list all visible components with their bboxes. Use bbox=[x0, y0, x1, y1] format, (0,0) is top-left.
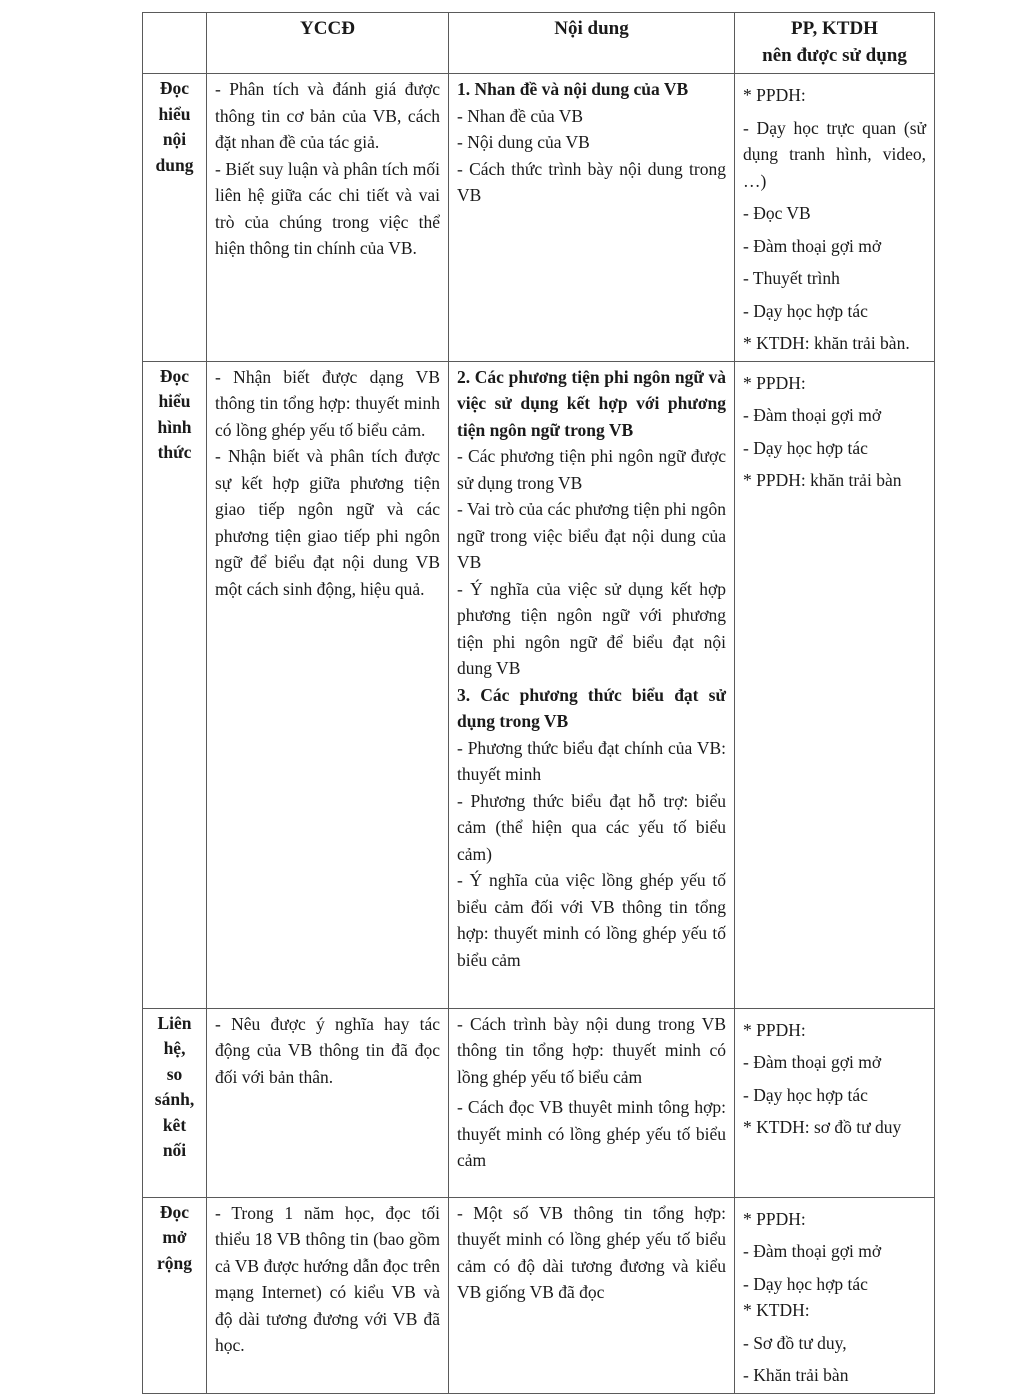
noi-dung-item: - Nhan đề của VB bbox=[457, 105, 584, 126]
yccd-item: - Biết suy luận và phân tích mối liên hệ giữa các chi tiết và vai trò của chúng trong việc thể hiện thông tin chính của VB. bbox=[215, 158, 440, 258]
yccd-cell bbox=[207, 74, 449, 362]
noi-dung-item: - Nội dung của VB bbox=[457, 132, 590, 152]
yccd-item: - Nhận biết và phân tích được sự kết hợp giữa phương tiện giao tiếp ngôn ngữ và các phương tiện giao tiếp phi ngôn ngữ để biểu đạt nội dung VB một cách sinh động, hiệu quả. bbox=[215, 446, 440, 599]
method-item: - Đàm thoại gợi mở bbox=[743, 1241, 882, 1261]
method-item: * PPDH: khăn trải bàn bbox=[743, 470, 902, 490]
yccd-cell bbox=[207, 1008, 449, 1197]
yccd-item: - Trong 1 năm học, đọc tối thiểu 18 VB thông tin (bao gồm cả VB được hướng dẫn đọc trên mạng Internet) có kiểu VB và độ dài tương đương với VB đã học. bbox=[215, 1202, 440, 1355]
row-label-word: so bbox=[166, 1063, 183, 1084]
yccd-cell bbox=[207, 1197, 449, 1393]
method-item: - Đàm thoại gợi mở bbox=[743, 1052, 882, 1072]
row-label-word: hệ, bbox=[163, 1038, 186, 1058]
row-label-word: Liên bbox=[157, 1012, 192, 1033]
pp-ktdh-cell bbox=[735, 74, 935, 362]
header-yccd: YCCĐ bbox=[207, 13, 449, 74]
method-item: - Khăn trải bàn bbox=[743, 1365, 849, 1385]
yccd-item: - Nêu được ý nghĩa hay tác động của VB thông tin đã đọc đối với bản thân. bbox=[215, 1013, 440, 1087]
method-item: - Đọc VB bbox=[743, 203, 811, 223]
method-item: - Đàm thoại gợi mở bbox=[743, 405, 882, 425]
method-item: - Dạy học trực quan (sử dụng tranh hình, video, …) bbox=[743, 117, 926, 191]
row-label bbox=[143, 1197, 207, 1393]
yccd-item: - Phân tích và đánh giá được thông tin cơ bản của VB, cách đặt nhan đề của tác giả. bbox=[215, 79, 440, 152]
pp-ktdh-cell bbox=[735, 361, 935, 1008]
lesson-plan-table bbox=[142, 12, 935, 1394]
method-item: - Dạy học hợp tác bbox=[743, 300, 868, 321]
method-item: - Dạy học hợp tác bbox=[743, 1084, 868, 1105]
method-item: - Dạy học hợp tác bbox=[743, 437, 868, 458]
method-item: - Thuyết trình bbox=[743, 268, 840, 288]
noi-dung-heading: 1. Nhan đề và nội dung của VB bbox=[457, 79, 689, 99]
method-item: * PPDH: bbox=[743, 372, 806, 393]
noi-dung-item: - Phương thức biểu đạt chính của VB: thuyết minh bbox=[457, 737, 726, 784]
noi-dung-item: - Vai trò của các phương tiện phi ngôn ngữ trong việc biểu đạt nội dung của VB bbox=[457, 499, 726, 572]
noi-dung-cell bbox=[449, 361, 735, 1008]
table-row bbox=[143, 1197, 935, 1393]
noi-dung-cell bbox=[449, 1008, 735, 1197]
method-item: * KTDH: sơ đồ tư duy bbox=[743, 1117, 902, 1137]
row-label-word: nối bbox=[162, 1140, 187, 1160]
noi-dung-item: - Một số VB thông tin tổng hợp: thuyết minh có lồng ghép yếu tố biểu cảm có độ dài tương đương và kiểu VB giống VB đã đọc bbox=[457, 1202, 726, 1302]
method-item: * PPDH: bbox=[743, 85, 806, 105]
row-label-word: Đọc bbox=[159, 78, 190, 98]
noi-dung-item: - Ý nghĩa của việc sử dụng kết hợp phương tiện ngôn ngữ với phương tiện phi ngôn ngữ để biểu đạt nội dung VB bbox=[457, 578, 726, 678]
row-label-word: dung bbox=[155, 154, 194, 175]
row-label bbox=[143, 361, 207, 1008]
header-pp-ktdh-line2: nên được sử dụng bbox=[762, 45, 907, 66]
header-noi-dung: Nội dung bbox=[449, 13, 735, 74]
row-label-word: Đọc bbox=[159, 1201, 190, 1222]
row-label-word: hiểu bbox=[158, 103, 191, 124]
row-label-word: hình bbox=[157, 416, 192, 437]
noi-dung-cell bbox=[449, 74, 735, 362]
method-item: * KTDH: bbox=[743, 1300, 810, 1320]
header-pp-ktdh bbox=[735, 13, 935, 74]
row-label-word: sánh, bbox=[154, 1089, 195, 1109]
yccd-cell bbox=[207, 361, 449, 1008]
method-item: * KTDH: khăn trải bàn. bbox=[743, 333, 910, 353]
header-pp-ktdh-line1: PP, KTDH bbox=[791, 18, 878, 39]
row-label-word: Đọc bbox=[159, 365, 190, 386]
method-item: * PPDH: bbox=[743, 1208, 806, 1229]
header-row bbox=[143, 13, 935, 74]
table-row bbox=[143, 74, 935, 362]
row-label-word: rộng bbox=[157, 1252, 192, 1273]
row-label-word: mở bbox=[162, 1227, 187, 1247]
noi-dung-item: - Các phương tiện phi ngôn ngữ được sử dụng trong VB bbox=[457, 446, 726, 493]
method-item: - Dạy học hợp tác bbox=[743, 1273, 868, 1294]
noi-dung-item: - Cách trình bày nội dung trong VB thông tin tổng hợp: thuyết minh có lồng ghép yếu tố biểu cảm bbox=[457, 1013, 726, 1087]
method-item: - Đàm thoại gợi mở bbox=[743, 235, 882, 256]
noi-dung-item: - Ý nghĩa của việc lồng ghép yếu tố biểu cảm đối với VB thông tin tổng hợp: thuyết minh có lồng ghép yếu tố biểu cảm bbox=[457, 870, 726, 970]
table-row bbox=[143, 361, 935, 1008]
row-label-word: thức bbox=[157, 442, 192, 462]
row-label-word: nội bbox=[162, 129, 187, 149]
noi-dung-heading: 2. Các phương tiện phi ngôn ngữ và việc sử dụng kết hợp với phương tiện ngôn ngữ trong VB bbox=[457, 366, 726, 440]
row-label bbox=[143, 74, 207, 362]
row-label-word: kêt bbox=[162, 1114, 187, 1135]
noi-dung-item: - Cách đọc VB thuyêt minh tông hợp: thuyết minh có lồng ghép yếu tố biểu cảm bbox=[457, 1097, 726, 1170]
noi-dung-item: - Phương thức biểu đạt hỗ trợ: biểu cảm (thể hiện qua các yếu tố biểu cảm) bbox=[457, 790, 726, 864]
method-item: * PPDH: bbox=[743, 1019, 806, 1040]
method-item: - Sơ đồ tư duy, bbox=[743, 1332, 847, 1353]
table-row bbox=[143, 1008, 935, 1197]
yccd-item: - Nhận biết được dạng VB thông tin tổng hợp: thuyết minh có lồng ghép yếu tố biểu cảm. bbox=[215, 366, 440, 440]
pp-ktdh-cell bbox=[735, 1008, 935, 1197]
row-label-word: hiểu bbox=[158, 391, 191, 411]
row-label bbox=[143, 1008, 207, 1197]
noi-dung-cell bbox=[449, 1197, 735, 1393]
header-empty bbox=[143, 13, 207, 74]
noi-dung-item: - Cách thức trình bày nội dung trong VB bbox=[457, 158, 726, 205]
noi-dung-heading: 3. Các phương thức biểu đạt sử dụng trong VB bbox=[457, 684, 726, 731]
pp-ktdh-cell bbox=[735, 1197, 935, 1393]
